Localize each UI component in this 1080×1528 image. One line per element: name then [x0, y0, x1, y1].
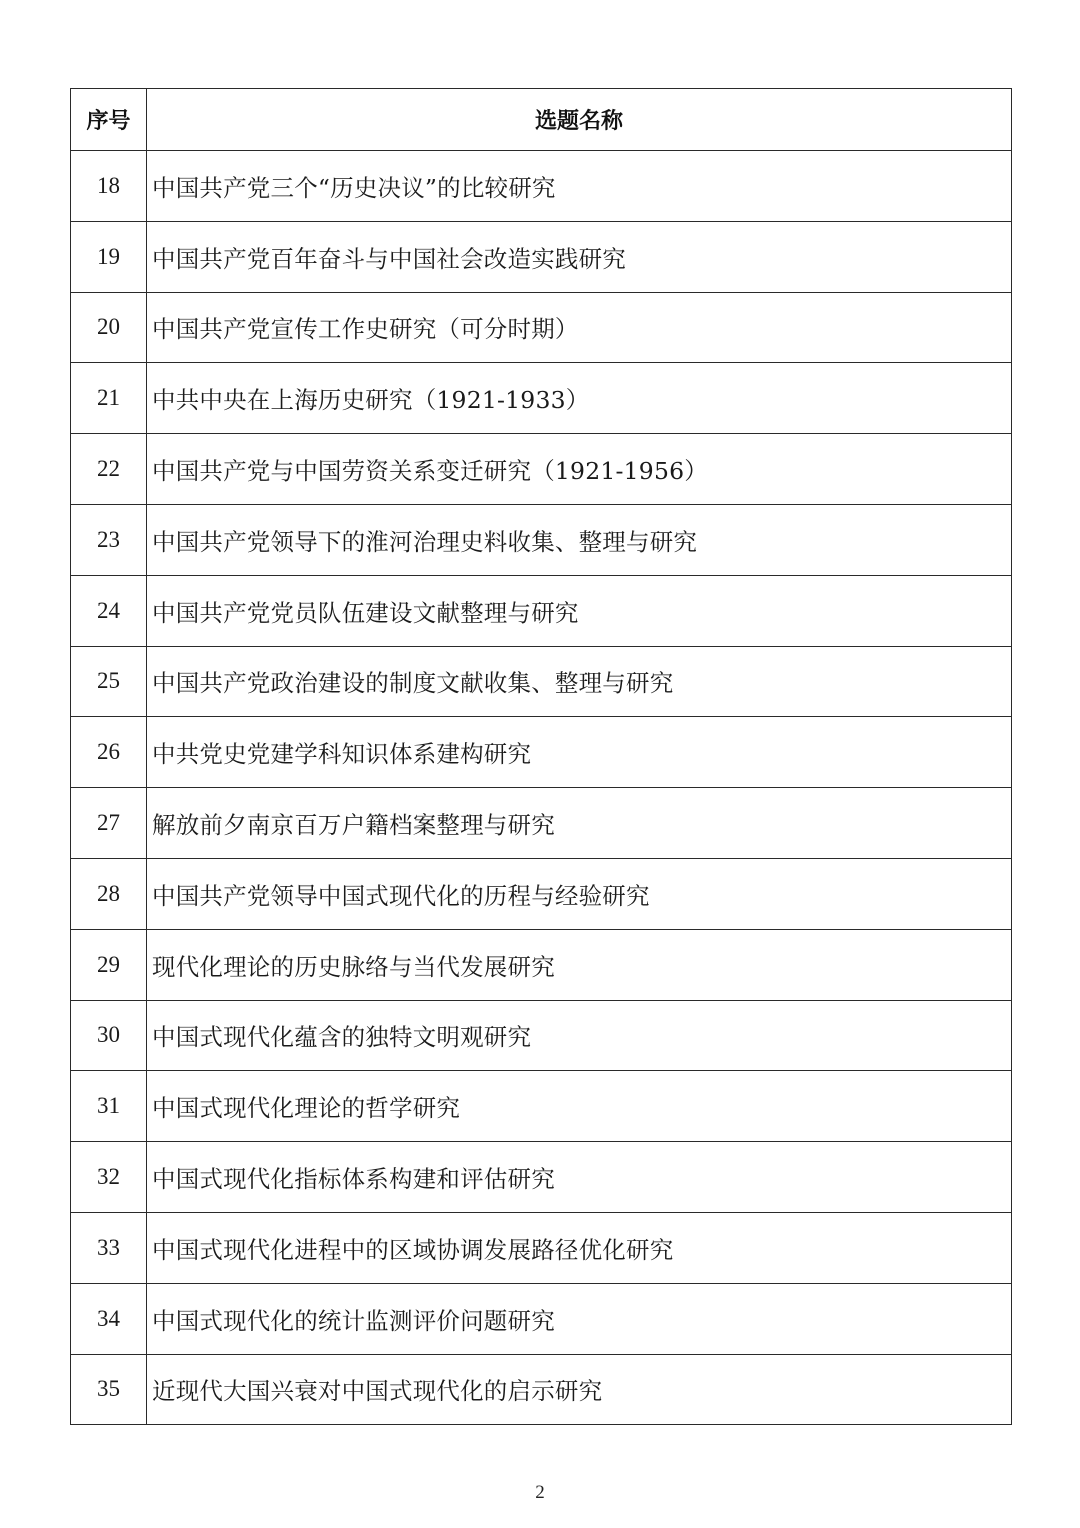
row-serial-number: 20	[71, 292, 147, 363]
table-row	[71, 1000, 1012, 1071]
row-topic-name: 中国式现代化进程中的区域协调发展路径优化研究	[147, 1212, 1012, 1283]
row-topic-name: 中国式现代化指标体系构建和评估研究	[147, 1142, 1012, 1213]
table-row	[71, 1283, 1012, 1354]
table-row	[71, 151, 1012, 222]
row-serial-number: 27	[71, 788, 147, 859]
header-serial-number: 序号	[71, 89, 147, 151]
table-row	[71, 575, 1012, 646]
row-serial-number: 28	[71, 858, 147, 929]
table-row	[71, 929, 1012, 1000]
table-row	[71, 788, 1012, 859]
row-serial-number: 30	[71, 1000, 147, 1071]
row-serial-number: 35	[71, 1354, 147, 1425]
row-topic-name: 中国共产党领导下的淮河治理史料收集、整理与研究	[147, 504, 1012, 575]
row-topic-name: 中国共产党宣传工作史研究（可分时期）	[147, 292, 1012, 363]
row-topic-name: 中国式现代化理论的哲学研究	[147, 1071, 1012, 1142]
row-topic-name: 中国式现代化的统计监测评价问题研究	[147, 1283, 1012, 1354]
row-serial-number: 26	[71, 717, 147, 788]
row-topic-name: 近现代大国兴衰对中国式现代化的启示研究	[147, 1354, 1012, 1425]
row-topic-name: 中共党史党建学科知识体系建构研究	[147, 717, 1012, 788]
table-row	[71, 1212, 1012, 1283]
table-row	[71, 363, 1012, 434]
row-topic-name: 中国共产党党员队伍建设文献整理与研究	[147, 575, 1012, 646]
header-topic-name: 选题名称	[147, 89, 1012, 151]
row-topic-name: 中国共产党三个“历史决议”的比较研究	[147, 151, 1012, 222]
row-serial-number: 21	[71, 363, 147, 434]
row-serial-number: 33	[71, 1212, 147, 1283]
row-topic-name: 中国共产党领导中国式现代化的历程与经验研究	[147, 858, 1012, 929]
table-row	[71, 717, 1012, 788]
table-row	[71, 504, 1012, 575]
row-serial-number: 32	[71, 1142, 147, 1213]
table-row	[71, 1071, 1012, 1142]
row-topic-name: 中共中央在上海历史研究（1921-1933）	[147, 363, 1012, 434]
row-serial-number: 34	[71, 1283, 147, 1354]
topics-table	[70, 88, 1012, 1425]
row-serial-number: 25	[71, 646, 147, 717]
row-topic-name: 中国共产党与中国劳资关系变迁研究（1921-1956）	[147, 434, 1012, 505]
table-row	[71, 1142, 1012, 1213]
row-serial-number: 19	[71, 221, 147, 292]
row-topic-name: 现代化理论的历史脉络与当代发展研究	[147, 929, 1012, 1000]
row-topic-name: 中国式现代化蕴含的独特文明观研究	[147, 1000, 1012, 1071]
table-row	[71, 292, 1012, 363]
row-serial-number: 22	[71, 434, 147, 505]
row-serial-number: 23	[71, 504, 147, 575]
table-row	[71, 221, 1012, 292]
row-serial-number: 18	[71, 151, 147, 222]
table-header-row	[71, 89, 1012, 151]
row-serial-number: 29	[71, 929, 147, 1000]
row-topic-name: 中国共产党政治建设的制度文献收集、整理与研究	[147, 646, 1012, 717]
row-serial-number: 31	[71, 1071, 147, 1142]
row-topic-name: 中国共产党百年奋斗与中国社会改造实践研究	[147, 221, 1012, 292]
table-row	[71, 646, 1012, 717]
table-row	[71, 434, 1012, 505]
page-number: 2	[535, 1482, 545, 1503]
table-row	[71, 1354, 1012, 1425]
table-row	[71, 858, 1012, 929]
row-serial-number: 24	[71, 575, 147, 646]
row-topic-name: 解放前夕南京百万户籍档案整理与研究	[147, 788, 1012, 859]
